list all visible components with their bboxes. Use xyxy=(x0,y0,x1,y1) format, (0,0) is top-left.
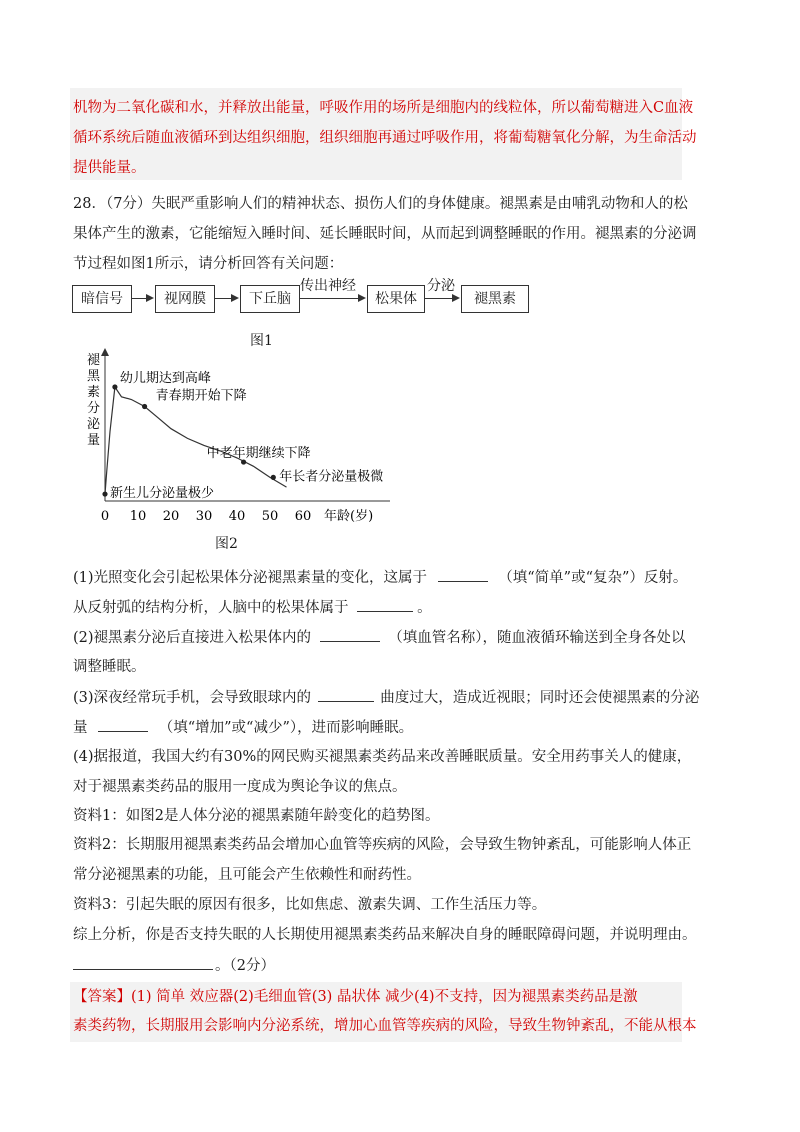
previous-answer-line: 循环系统后随血液循环到达组织细胞，组织细胞再通过呼吸作用，将葡萄糖氧化分解，为生命活动 xyxy=(73,130,697,146)
y-axis-label-char: 素 xyxy=(87,385,101,400)
x-tick-label: 30 xyxy=(195,509,213,524)
y-axis-label-char: 泌 xyxy=(87,417,101,432)
question-3-text: (3)深夜经常玩手机，会导致眼球内的 xyxy=(73,690,312,706)
y-axis-label-char: 量 xyxy=(87,433,101,448)
x-tick-label: 50 xyxy=(261,509,279,524)
arrow-label-secrete: 分泌 xyxy=(427,278,455,294)
question-4-line: (4)据报道，我国大约有30%的网民购买褪黑素类药品来改善睡眠质量。安全用药事关人的健康， xyxy=(73,749,692,765)
flow-box-melatonin: 褪黑素 xyxy=(461,285,529,313)
flow-box-dark-signal: 暗信号 xyxy=(72,285,132,313)
material-2: 常分泌褪黑素的功能，且可能会产生依赖性和耐药性。 xyxy=(73,867,421,883)
y-axis-label xyxy=(87,353,101,448)
question-1-text: 。 xyxy=(417,600,432,616)
flow-arrow xyxy=(131,298,147,299)
y-axis-label-char: 分 xyxy=(87,401,101,416)
question-2-line xyxy=(73,627,686,648)
summary-question: 综上分析，你是否支持失眠的人长期使用褪黑素类药品来解决自身的睡眠障碍问题，并说明理由。 xyxy=(73,927,697,943)
material-2: 资料2：长期服用褪黑素类药品会增加心血管等疾病的风险，会导致生物钟紊乱，可能影响人体正 xyxy=(73,837,692,853)
question-1-text: (1)光照变化会引起松果体分泌褪黑素量的变化，这属于 xyxy=(73,570,428,586)
flow-arrow xyxy=(214,298,232,299)
question-3-line xyxy=(73,687,699,708)
question-intro: 节过程如图1所示，请分析回答有关问题： xyxy=(73,256,344,272)
answer-blank[interactable] xyxy=(357,597,413,612)
data-point-label: 新生儿分泌量极少 xyxy=(110,486,215,502)
question-4-line: 对于褪黑素类药品的服用一度成为舆论争议的焦点。 xyxy=(73,779,407,795)
x-tick-label: 0 xyxy=(100,509,110,524)
answer-tag: 【答案】 xyxy=(73,989,131,1005)
y-axis-arrow-icon xyxy=(101,348,109,356)
arrow-head-icon xyxy=(358,294,366,302)
data-point xyxy=(102,491,107,496)
flow-box-hypothalamus: 下丘脑 xyxy=(240,285,300,313)
arrow-head-icon xyxy=(231,294,239,302)
answer-blank[interactable] xyxy=(98,717,148,732)
score-text: 。（2分） xyxy=(215,958,275,974)
summary-answer-line xyxy=(73,955,275,976)
data-point-label: 幼儿期达到高峰 xyxy=(119,371,211,387)
data-point xyxy=(142,404,147,409)
question-1-line xyxy=(73,597,432,618)
question-3-line xyxy=(73,717,413,738)
data-point-label: 中老年期继续下降 xyxy=(206,446,311,462)
data-point-label: 青春期开始下降 xyxy=(155,388,247,404)
flow-box-pineal-gland: 松果体 xyxy=(367,285,425,313)
question-1-text: 从反射弧的结构分析，人脑中的松果体属于 xyxy=(73,600,349,616)
x-tick-label: 40 xyxy=(228,509,246,524)
question-1-line xyxy=(73,567,687,588)
material-3: 资料3：引起失眠的原因有很多，比如焦虑、激素失调、工作生活压力等。 xyxy=(73,897,547,913)
arrow-head-icon xyxy=(146,294,154,302)
question-2-text: （填血管名称），随血液循环输送到全身各处以 xyxy=(388,630,686,646)
answer-line xyxy=(73,987,638,1007)
question-intro: 果体产生的激素，它能缩短入睡时间、延长睡眠时间，从而起到调整睡眠的作用。褪黑素的分泌调 xyxy=(73,226,697,242)
previous-answer-line: 提供能量。 xyxy=(73,160,146,176)
x-tick-label: 10 xyxy=(129,509,147,524)
figure2-caption: 图2 xyxy=(215,536,238,552)
question-3-text: （填“增加”或“减少”），进而影响睡眠。 xyxy=(158,720,414,736)
question-intro: 28．（7分）失眠严重影响人们的精神状态、损伤人们的身体健康。褪黑素是由哺乳动物和人的松 xyxy=(73,196,688,212)
x-tick-label: 60 xyxy=(294,509,312,524)
y-axis-label-char: 褪 xyxy=(87,353,101,368)
figure1-caption: 图1 xyxy=(250,333,273,349)
previous-answer-line: 机物为二氧化碳和水，并释放出能量，呼吸作用的场所是细胞内的线粒体，所以葡萄糖进入C血液 xyxy=(73,100,694,116)
question-3-text: 量 xyxy=(73,720,88,736)
question-2-text: (2)褪黑素分泌后直接进入松果体内的 xyxy=(73,630,312,646)
arrow-head-icon xyxy=(452,294,460,302)
data-point-label: 年长者分泌量极微 xyxy=(279,469,384,485)
question-1-text: （填“简单”或“复杂”）反射。 xyxy=(498,570,688,586)
x-axis-label: 年龄(岁) xyxy=(324,509,374,524)
data-point xyxy=(271,475,276,480)
x-tick-label: 20 xyxy=(162,509,180,524)
answer-blank[interactable] xyxy=(73,955,213,970)
answer-blank[interactable] xyxy=(438,567,488,582)
y-axis-label-char: 黑 xyxy=(87,369,101,384)
answer-text: (1) 简单 效应器(2)毛细血管(3) 晶状体 减少(4)不支持，因为褪黑素类药品是激 xyxy=(131,989,638,1005)
arrow-label-efferent-nerve: 传出神经 xyxy=(300,278,356,294)
answer-blank[interactable] xyxy=(320,627,380,642)
data-point xyxy=(112,384,117,389)
figure2-chart xyxy=(70,348,400,528)
material-1: 资料1：如图2是人体分泌的褪黑素随年龄变化的趋势图。 xyxy=(73,808,440,824)
flow-arrow xyxy=(299,298,359,299)
flow-arrow xyxy=(424,298,453,299)
question-2-line: 调整睡眠。 xyxy=(73,659,146,675)
answer-blank[interactable] xyxy=(318,687,374,702)
flow-box-retina: 视网膜 xyxy=(155,285,215,313)
answer-line: 素类药物，长期服用会影响内分泌系统，增加心血管等疾病的风险，导致生物钟紊乱，不能从根本 xyxy=(73,1018,697,1034)
question-3-text: 曲度过大，造成近视眼；同时还会使褪黑素的分泌 xyxy=(380,690,700,706)
